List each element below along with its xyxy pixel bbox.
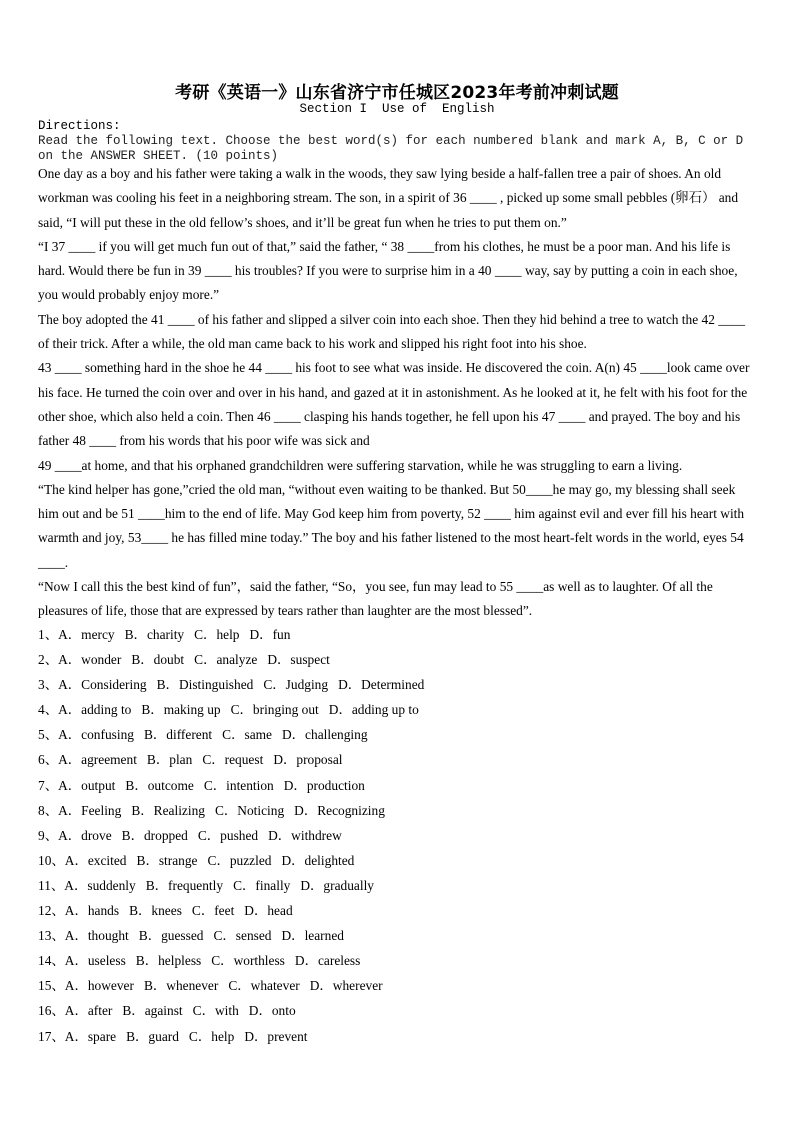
answer-option: B．making up — [141, 702, 221, 718]
answer-option: C．help — [188, 1028, 235, 1044]
answer-option: A．confusing — [58, 727, 134, 743]
answer-option: A．however — [64, 978, 134, 994]
question-row — [38, 798, 758, 823]
answer-option: C．same — [222, 727, 272, 743]
answer-option: D．fun — [249, 627, 291, 642]
answer-option: D．challenging — [282, 727, 368, 743]
answer-option: D．production — [283, 777, 365, 793]
question-row — [38, 622, 758, 647]
page-title: 考研《英语一》山东省济宁市任城区2023年考前冲刺试题 — [175, 83, 619, 103]
passage-paragraph: “Now I call this the best kind of fun”，said the father, “So，you see, fun may lead to 55 ____as well as to laughter. Of all the pleasures of life, those that are expressed by tears rather than laughter are the most blessed”. — [38, 579, 713, 619]
answer-option: C．finally — [233, 877, 291, 893]
question-row — [38, 848, 758, 873]
answer-option: B．guard — [126, 1028, 179, 1044]
question-number: 8、 — [38, 802, 59, 818]
answer-option: D．head — [244, 903, 293, 919]
answer-option: A．hands — [64, 903, 120, 919]
passage-paragraph: One day as a boy and his father were taking a walk in the woods, they saw lying beside a half-fallen tree a pair of shoes. An old workman was cooling his feet in a neighboring stream. The son, in a spirit of 36 ____ , picked up some small pebbles (卵石） and said, “I will put these in the old fellow’s shoes, and it’ll be great fun when he tries to put them on.” — [38, 166, 739, 230]
answer-option: B．plan — [146, 752, 193, 768]
question-row — [38, 722, 758, 747]
question-number: 9、 — [38, 827, 59, 843]
directions-text: Read the following text. Choose the best word(s) for each numbered blank and mark A, B, C or D on the ANSWER SHEET. (10 points) — [38, 134, 744, 163]
answer-option: A．useless — [64, 953, 126, 969]
question-options-list — [38, 622, 758, 1049]
question-row — [38, 672, 758, 697]
directions-label: Directions: — [38, 119, 121, 133]
answer-option: C．intention — [203, 777, 274, 793]
answer-option: C．Judging — [263, 677, 329, 693]
question-number: 16、 — [38, 1003, 65, 1019]
answer-option: B．Realizing — [131, 802, 205, 818]
answer-option: D．prevent — [244, 1028, 308, 1044]
question-row — [38, 973, 758, 998]
passage-paragraph: “I 37 ____ if you will get much fun out of that,” said the father, “ 38 ____from his clothes, he must be a poor man. And his life is hard. Would there be fun in 39 ____ his troubles? If you were to surprise him in a 40 ____ way, say by putting a coin in each shoe, you would probably enjoy more.” — [38, 238, 738, 303]
answer-option: C．feet — [191, 903, 235, 919]
answer-option: A．wonder — [58, 652, 122, 668]
answer-option: B．strange — [136, 852, 198, 868]
answer-option: B．frequently — [145, 877, 224, 893]
answer-option: B．doubt — [131, 652, 185, 668]
question-number: 13、 — [38, 928, 65, 944]
answer-option: A．Considering — [58, 677, 147, 693]
answer-option: D．Recognizing — [294, 802, 385, 818]
question-row — [38, 647, 758, 672]
answer-option: A．thought — [64, 928, 129, 944]
question-number: 14、 — [38, 953, 65, 969]
question-number: 6、 — [38, 752, 59, 768]
answer-option: C．puzzled — [207, 852, 272, 868]
answer-option: C．whatever — [228, 978, 300, 994]
question-row — [38, 823, 758, 848]
passage-paragraph: 43 ____ something hard in the shoe he 44 ____ his foot to see what was inside. He discovered the coin. A(n) 45 ____look came over his face. He turned the coin over and over in his hand, and gazed at it in astonishment. As he looked at it, he felt with his foot for the other shoe, which also held a coin. Then 46 ____ clasping his hands together, he fell upon his 47 ____ and prayed. The boy and his father 48 ____ from his words that his poor wife was sick and — [38, 360, 750, 449]
question-row — [38, 998, 758, 1023]
answer-option: B．against — [122, 1003, 183, 1019]
answer-option: C．pushed — [197, 827, 259, 843]
section-heading: Section I Use of English — [299, 102, 495, 116]
answer-option: B．knees — [129, 903, 182, 919]
answer-option: C．worthless — [211, 953, 285, 969]
question-number: 17、 — [38, 1028, 65, 1044]
answer-option: D．suspect — [267, 652, 330, 668]
answer-option: C．analyze — [194, 652, 258, 668]
answer-option: A．adding to — [58, 702, 132, 718]
answer-option: C．sensed — [213, 928, 272, 944]
question-number: 1、 — [38, 627, 59, 642]
answer-option: B．different — [143, 727, 213, 743]
answer-option: A．after — [64, 1003, 113, 1019]
answer-option: D．delighted — [281, 852, 355, 868]
answer-option: D．learned — [281, 928, 344, 944]
question-number: 7、 — [38, 777, 59, 793]
question-number: 4、 — [38, 702, 59, 718]
question-number: 3、 — [38, 677, 59, 693]
answer-option: A．excited — [64, 852, 127, 868]
question-number: 12、 — [38, 903, 65, 919]
answer-option: C．request — [202, 752, 264, 768]
answer-option: D．wherever — [309, 978, 383, 994]
passage-paragraph: The boy adopted the 41 ____ of his father and slipped a silver coin into each shoe. Then they hid behind a tree to watch the 42 ____ of their trick. After a while, the old man came back to his work and slipped his right foot into his shoe. — [38, 311, 746, 352]
answer-option: B．whenever — [143, 978, 219, 994]
answer-option: A．agreement — [58, 752, 137, 768]
question-row — [38, 773, 758, 798]
question-row — [38, 1024, 758, 1049]
answer-option: D．proposal — [273, 752, 343, 768]
answer-option: A．output — [58, 777, 116, 793]
answer-option: B．outcome — [125, 777, 194, 793]
question-row — [38, 873, 758, 898]
answer-option: A．spare — [64, 1028, 117, 1044]
question-row — [38, 948, 758, 973]
answer-option: B．dropped — [121, 827, 188, 843]
passage-paragraph: “The kind helper has gone,”cried the old man, “without even waiting to be thanked. But 50____he may go, my blessing shall seek him out and be 51 ____him to the end of life. May God keep him from poverty, 52 ____ him against evil and ever fill his heart with warmth and joy, 53____ he has filled mine today.” The boy and his father listened to the most heart-felt words in the world, eyes 54 ____. — [38, 481, 745, 570]
answer-option: B．guessed — [138, 928, 204, 944]
answer-option: D．Determined — [338, 677, 425, 693]
answer-option: A．mercy — [58, 627, 115, 642]
answer-option: B．Distinguished — [156, 677, 254, 693]
reading-passage — [38, 162, 758, 624]
question-number: 5、 — [38, 727, 59, 743]
answer-option: C．help — [194, 627, 240, 642]
answer-option: A．drove — [58, 827, 112, 843]
answer-option: B．helpless — [135, 953, 202, 969]
answer-option: C．bringing out — [230, 702, 319, 718]
question-number: 2、 — [38, 652, 59, 668]
question-number: 10、 — [38, 852, 65, 868]
answer-option: D．careless — [294, 953, 361, 969]
passage-paragraph: 49 ____at home, and that his orphaned grandchildren were suffering starvation, while he was struggling to earn a living. — [38, 457, 683, 473]
question-row — [38, 697, 758, 722]
answer-option: C．Noticing — [214, 802, 285, 818]
answer-option: B．charity — [124, 627, 185, 642]
question-number: 11、 — [38, 877, 65, 893]
answer-option: D．withdrew — [268, 827, 342, 843]
question-row — [38, 898, 758, 923]
answer-option: A．suddenly — [64, 877, 136, 893]
answer-option: A．Feeling — [58, 802, 122, 818]
answer-option: D．onto — [248, 1003, 296, 1019]
question-row — [38, 747, 758, 772]
answer-option: D．adding up to — [328, 702, 419, 718]
question-row — [38, 923, 758, 948]
question-number: 15、 — [38, 978, 65, 994]
answer-option: D．gradually — [300, 877, 374, 893]
answer-option: C．with — [192, 1003, 239, 1019]
